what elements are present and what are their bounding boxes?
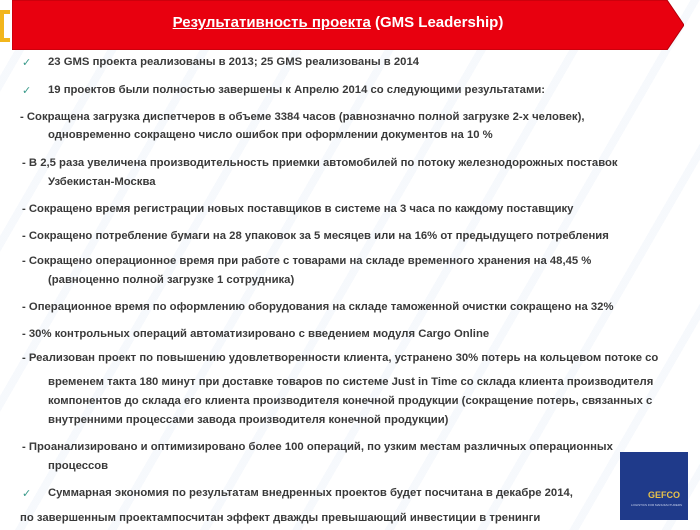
list-item-line: 23 GMS проекта реализованы в 2013; 25 GMS реализованы в 2014 — [48, 56, 420, 68]
list-item-line: - Проанализировано и оптимизировано более 100 операций, по узким местам различных операционных — [22, 441, 613, 453]
list-item-line: - 30% контрольных операций автоматизировано с введением модуля Cargo Online — [22, 328, 490, 340]
check-icon: ✓ — [22, 85, 32, 97]
list-item-line: - Сокращено время регистрации новых поставщиков в системе на 3 часа по каждому поставщику — [22, 203, 574, 215]
list-item-line: процессов — [48, 460, 109, 472]
check-icon: ✓ — [22, 488, 32, 500]
list-item-line: внутренними процессами завода производителя конечной продукции) — [48, 414, 449, 426]
list-item-line: Суммарная экономия по результатам внедренных проектов будет посчитана в декабре 2014, — [48, 487, 573, 499]
list-item-line: по завершенным проектампосчитан эффект дважды превышающий инвестиции в тренинги — [20, 512, 541, 524]
gefco-logo: GEFCO LOGISTICS FOR MANUFACTURERS — [620, 452, 688, 520]
list-item-line: - Сокращено операционное время при работе с товарами на складе временного хранения на 48,45 % — [22, 255, 592, 267]
list-item-line: - Сокращено потребление бумаги на 28 упаковок за 5 месяцев или на 16% от предыдущего потребления — [22, 230, 609, 242]
list-item-line: 19 проектов были полностью завершены к Апрелю 2014 со следующими результатами: — [48, 84, 546, 96]
list-item-line: компонентов до склада его клиента производителя конечной продукции (сокращение потерь, связанных с — [48, 395, 653, 407]
list-item-line: - В 2,5 раза увеличена производительность приемки автомобилей по потоку железнодорожных поставок — [22, 157, 618, 169]
list-item-line: - Реализован проект по повышению удовлетворенности клиента, устранено 30% потерь на кольцевом потоке со — [22, 352, 659, 364]
list-item-line: - Сокращена загрузка диспетчеров в объеме 3384 часов (равнозначно полной загрузке 2-х человек), — [20, 111, 585, 123]
accent-bracket — [0, 10, 10, 42]
title-banner — [12, 0, 684, 50]
list-item-line: (равноценно полной загрузке 1 сотрудника) — [48, 274, 295, 286]
page-title: Результативность проекта (GMS Leadership) — [172, 14, 504, 31]
list-item-line: одновременно сокращено число ошибок при оформлении документов на 10 % — [48, 129, 493, 141]
list-item-line: временем такта 180 минут при доставке товаров по системе Just in Time со склада клиента производителя — [48, 376, 654, 388]
list-item-line: Узбекистан-Москва — [48, 176, 156, 188]
list-item-line: - Операционное время по оформлению оборудования на складе таможенной очистки сокращено на 32% — [22, 301, 614, 313]
check-icon: ✓ — [22, 57, 32, 69]
